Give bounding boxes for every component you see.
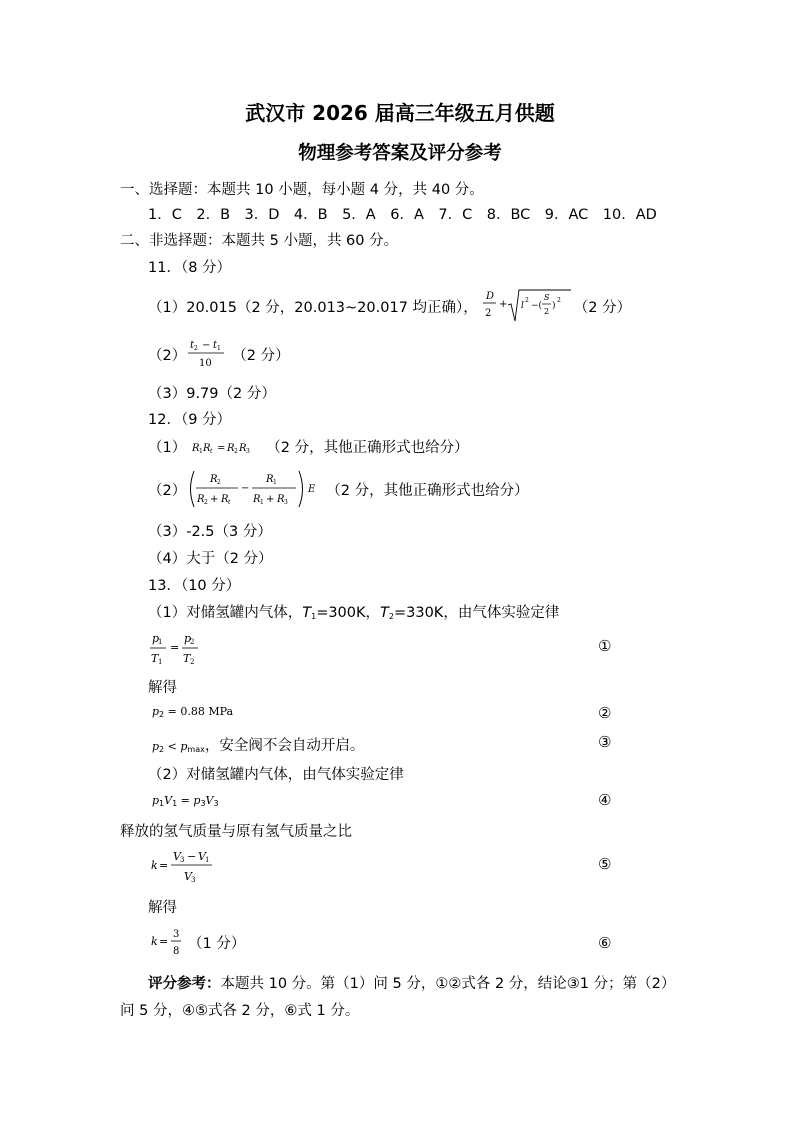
q11-formula-2: [186, 336, 232, 372]
equation-4: [152, 792, 219, 808]
svg-text:t: t: [213, 340, 218, 351]
svg-text:1: 1: [273, 479, 278, 486]
q12-part1: [148, 436, 469, 457]
q12-part1-note: （2 分，其他正确形式也给分）: [266, 440, 469, 456]
svg-text:p: p: [184, 632, 192, 645]
q13-part1: [148, 601, 559, 622]
q12-label: 12．（9 分）: [148, 412, 232, 428]
svg-text:−: −: [241, 483, 250, 494]
svg-text:E: E: [308, 484, 316, 495]
q11-part2-label: （2）: [148, 347, 187, 364]
svg-text:k: k: [151, 859, 158, 872]
svg-text:2: 2: [204, 499, 209, 506]
p1-subscript: 1: [159, 799, 165, 808]
page-title: 武汉市 2026 届高三年级五月供题: [245, 101, 555, 125]
v3-subscript: 3: [213, 799, 219, 808]
svg-text:t: t: [228, 499, 231, 506]
svg-text:V: V: [198, 850, 206, 863]
marker-2: ②: [598, 704, 612, 722]
v1-symbol: V: [164, 794, 173, 807]
svg-text:D: D: [485, 291, 494, 302]
svg-text:T: T: [183, 652, 191, 665]
scoring-line-2: 问 5 分，④⑤式各 2 分，⑥式 1 分。: [120, 1003, 360, 1019]
svg-text:2: 2: [556, 297, 561, 304]
p2-subscript-2: 2: [159, 745, 165, 754]
q12-formula-1: [186, 438, 266, 456]
section1-heading: 一、选择题：本题共 10 小题，每小题 4 分，共 40 分。: [120, 182, 484, 198]
svg-text:V: V: [173, 850, 181, 863]
svg-text:R: R: [192, 442, 200, 454]
choice-answers: 1．C 2．B 3．D 4．B 5．A 6．A 7．C 8．BC 9．AC 10．AD: [148, 207, 657, 223]
svg-text:2: 2: [217, 479, 222, 486]
less-than: <: [164, 740, 181, 753]
svg-text:t: t: [210, 447, 213, 455]
q13-part1-prefix: （1）对储氢罐内气体，: [148, 605, 303, 621]
svg-text:p: p: [152, 632, 160, 645]
equation-1: [148, 628, 208, 668]
q12-part1-label: （1）: [148, 440, 187, 456]
svg-text:+: +: [210, 494, 219, 505]
q11-part2: [148, 336, 290, 372]
t1-symbol: T: [302, 605, 312, 621]
pmax-symbol: p: [180, 740, 188, 753]
q11-formula-1: [482, 287, 572, 325]
section2-heading: 二、非选择题：本题共 5 小题，共 60 分。: [120, 233, 399, 249]
svg-text:V: V: [184, 870, 192, 883]
equation-2: [152, 705, 233, 719]
marker-1: ①: [598, 637, 612, 655]
svg-text:2: 2: [190, 638, 195, 646]
svg-text:R: R: [227, 442, 235, 454]
svg-text:1: 1: [217, 345, 222, 352]
svg-text:2: 2: [190, 658, 195, 666]
q11-part2-score: （2 分）: [232, 347, 290, 364]
svg-text:R: R: [221, 494, 229, 505]
p3-subscript: 3: [200, 799, 206, 808]
equation-5: [148, 846, 228, 886]
v1-subscript: 1: [172, 799, 178, 808]
q11-part3: （3）9.79（2 分）: [148, 386, 276, 402]
q12-formula-2: [186, 468, 322, 510]
svg-text:1: 1: [199, 447, 204, 455]
equals: =: [177, 794, 194, 807]
marker-3: ③: [598, 733, 612, 751]
pmax-subscript: max: [187, 745, 205, 754]
p2-symbol: p: [152, 705, 160, 718]
svg-text:t: t: [190, 340, 195, 351]
t2-subscript: 2: [388, 612, 394, 621]
svg-text:10: 10: [199, 358, 212, 369]
svg-text:l: l: [520, 301, 524, 311]
q13-ratio-text: 释放的氢气质量与原有氢气质量之比: [120, 824, 352, 840]
marker-6: ⑥: [598, 934, 612, 952]
p2-symbol-2: p: [152, 740, 160, 753]
svg-text:R: R: [197, 494, 205, 505]
q13-part1-t2: =330K，由气体实验定律: [393, 605, 560, 621]
svg-text:T: T: [151, 652, 159, 665]
svg-text:3: 3: [284, 499, 289, 506]
p2-subscript: 2: [159, 710, 165, 719]
svg-text:=: =: [159, 935, 169, 948]
svg-text:R: R: [239, 442, 247, 454]
svg-text:1: 1: [260, 499, 265, 506]
svg-text:−: −: [202, 340, 211, 351]
t1-subscript: 1: [311, 612, 317, 621]
svg-text:−(: −(: [530, 301, 542, 311]
q13-part1-t1: =300K，: [316, 605, 381, 621]
q12-part2-label: （2）: [148, 482, 187, 499]
svg-text:3: 3: [180, 856, 185, 864]
svg-text:+: +: [266, 494, 275, 505]
svg-text:2: 2: [234, 447, 239, 455]
svg-text:3: 3: [191, 876, 196, 884]
t2-symbol: T: [380, 605, 389, 621]
svg-text:1: 1: [158, 638, 163, 646]
svg-text:2: 2: [524, 297, 529, 304]
svg-text:+: +: [498, 299, 508, 310]
p3v3: p: [193, 794, 201, 807]
page-subtitle: 物理参考答案及评分参考: [298, 143, 502, 164]
svg-text:8: 8: [173, 946, 180, 957]
svg-text:): ): [551, 301, 556, 311]
p1v1: p: [152, 794, 160, 807]
q13-solve-2: 解得: [148, 900, 177, 916]
svg-text:=: =: [170, 641, 180, 654]
svg-text:R: R: [210, 474, 218, 485]
svg-text:2: 2: [194, 345, 199, 352]
q13-label: 13．（10 分）: [148, 578, 241, 594]
q13-solve-1: 解得: [148, 680, 177, 696]
svg-text:=: =: [217, 442, 226, 454]
svg-text:1: 1: [205, 856, 210, 864]
svg-text:R: R: [253, 494, 261, 505]
svg-text:2: 2: [543, 307, 549, 316]
svg-text:R: R: [203, 442, 211, 454]
marker-5: ⑤: [598, 855, 612, 873]
svg-text:3: 3: [173, 929, 180, 940]
equation-6: [148, 924, 245, 960]
svg-text:1: 1: [158, 658, 163, 666]
q12-part4: （4）大于（2 分）: [148, 551, 273, 567]
q11-part1-text: （1）20.015（2 分，20.013~20.017 均正确），: [148, 299, 478, 316]
marker-4: ④: [598, 791, 612, 809]
q11-part1: [148, 287, 631, 325]
svg-text:=: =: [159, 859, 169, 872]
q11-part1-score: （2 分）: [573, 299, 632, 316]
v3-symbol: V: [205, 794, 214, 807]
equation-3: [152, 734, 364, 755]
equation-6-score: （1 分）: [188, 935, 246, 952]
equation-6-formula: [148, 924, 184, 960]
equation-3-text: ，安全阀不会自动开启。: [204, 738, 365, 754]
scoring-line-1: 本题共 10 分。第（1）问 5 分，①②式各 2 分，结论③1 分；第（2）: [220, 976, 676, 992]
scoring-label: 评分参考：: [148, 976, 221, 992]
q13-part2: （2）对储氢罐内气体，由气体实验定律: [148, 767, 404, 783]
svg-text:k: k: [151, 935, 158, 948]
svg-text:R: R: [277, 494, 285, 505]
svg-text:−: −: [187, 850, 197, 863]
equation-2-value: = 0.88 MPa: [167, 705, 234, 718]
q12-part2-note: （2 分，其他正确形式也给分）: [326, 482, 529, 499]
svg-text:2: 2: [484, 308, 492, 319]
q12-part2: [148, 468, 529, 510]
svg-text:3: 3: [246, 447, 251, 455]
q12-part3: （3）-2.5（3 分）: [148, 524, 272, 540]
svg-text:R: R: [266, 474, 274, 485]
svg-text:S: S: [543, 293, 550, 302]
q11-label: 11．（8 分）: [148, 260, 232, 276]
scoring-note: [148, 972, 675, 993]
